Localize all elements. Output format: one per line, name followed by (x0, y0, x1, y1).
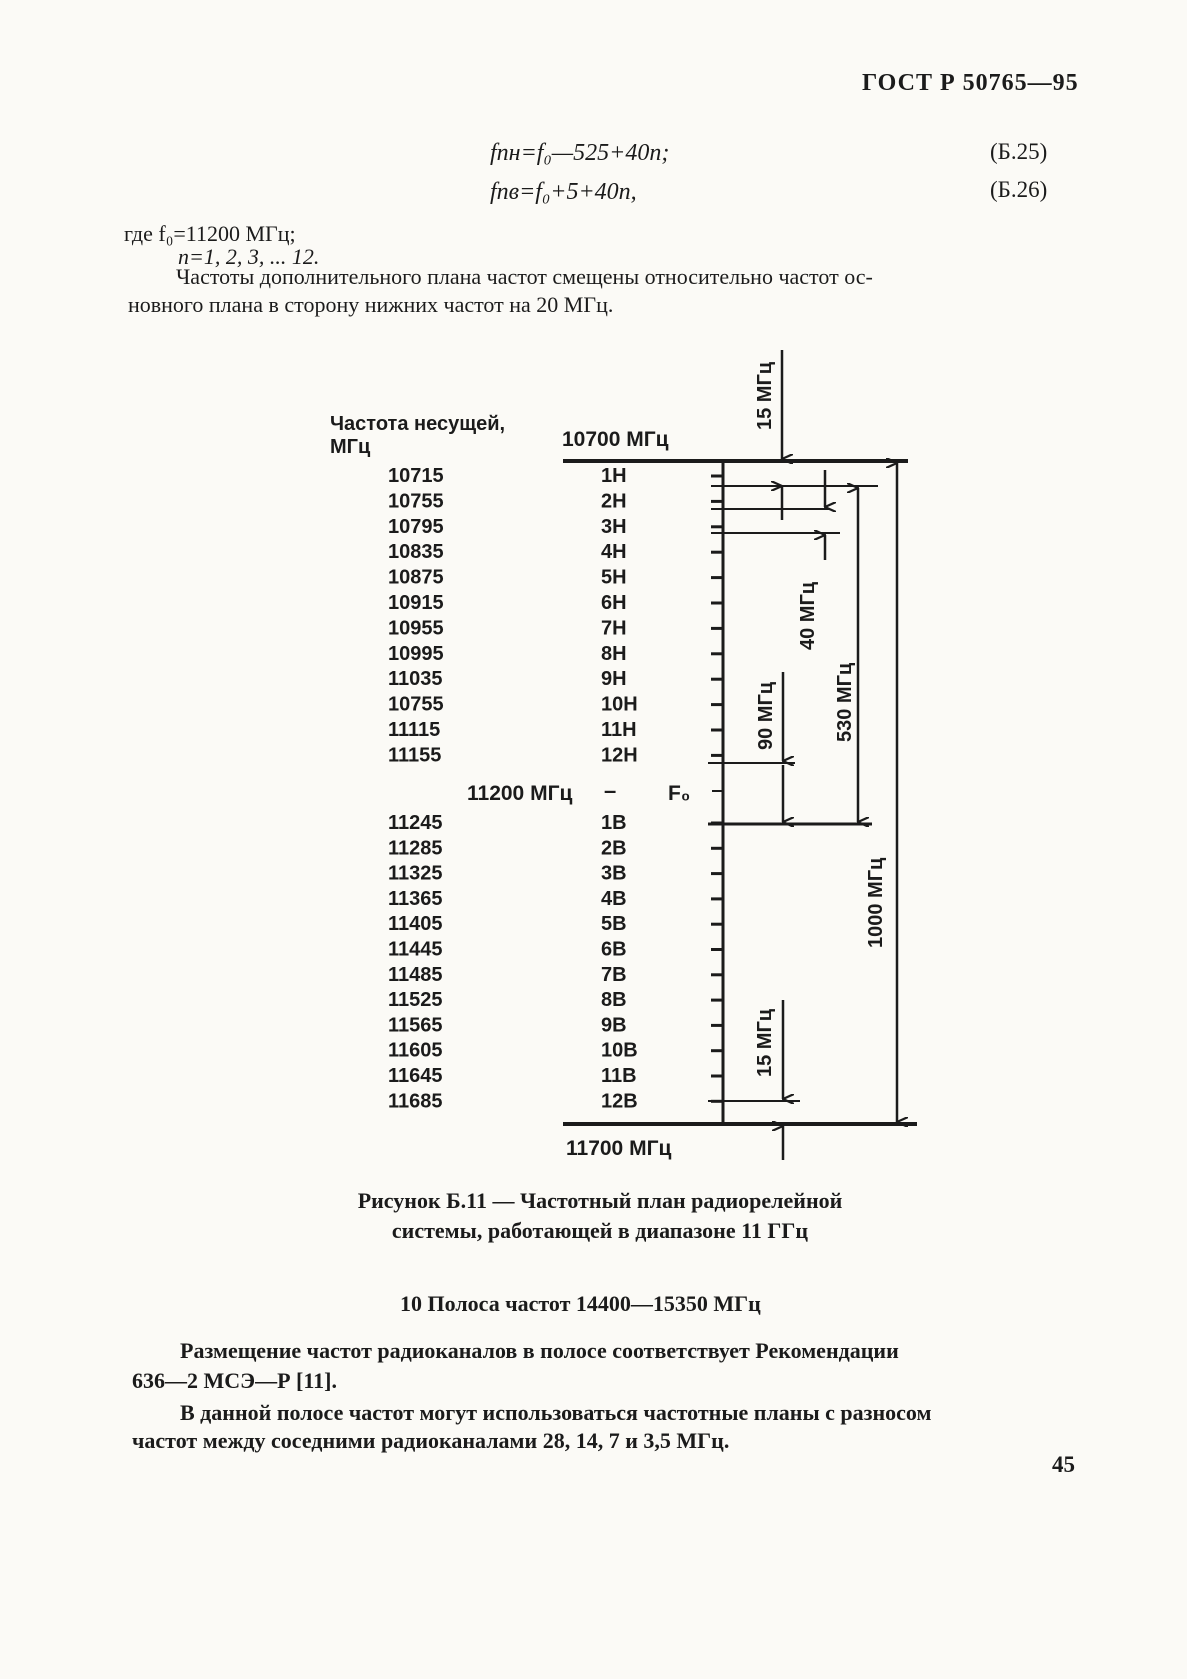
lower-channel-freq: 11155 (388, 744, 442, 767)
body-p1-line1: Размещение частот радиоканалов в полосе соответствует Рекомендации (180, 1338, 899, 1363)
dim-half-band: 530 МГц (834, 662, 856, 742)
lower-channel-name: 9Н (601, 668, 627, 691)
upper-channel-name: 9В (601, 1014, 627, 1037)
lower-channel-name: 7Н (601, 617, 627, 640)
upper-channel-freq: 11445 (388, 938, 443, 961)
intro-line-1: Частоты дополнительного плана частот смещены относительно частот ос- (176, 264, 873, 289)
dim-spacing: 40 МГц (797, 581, 819, 650)
lower-channel-freq: 10915 (388, 592, 444, 614)
section-title: 10 Полоса частот 14400—15350 МГц (400, 1291, 761, 1316)
upper-channel-name: 2В (601, 837, 627, 860)
lower-channel-freq: 10755 (388, 693, 444, 716)
lower-channel-freq: 10875 (388, 566, 444, 589)
center-freq-label: 11200 МГц (467, 782, 573, 805)
dim-top-guard: 15 МГц (754, 361, 776, 430)
lower-channel-name: 1Н (601, 465, 627, 487)
dim-center-gap: 90 МГц (755, 681, 777, 750)
upper-channel-freq: 11685 (388, 1090, 443, 1113)
lower-channel-freq: 10835 (388, 541, 444, 564)
lower-channel-name: 4Н (601, 541, 627, 564)
upper-channel-freq: 11285 (388, 837, 443, 860)
where-f0: где f₀=11200 МГц; (124, 221, 296, 246)
upper-channel-name: 11В (601, 1065, 637, 1087)
column-header-line1: Частота несущей, (330, 413, 506, 435)
dim-bottom-guard: 15 МГц (754, 1008, 776, 1077)
upper-channel-name: 3В (601, 862, 627, 885)
formula-b26: fпв=f₀+5+40n, (490, 179, 637, 205)
upper-channel-freq: 11365 (388, 887, 443, 910)
upper-channel-name: 4В (601, 887, 627, 910)
lower-channel-freq: 10995 (388, 642, 444, 665)
upper-channel-freq: 11605 (388, 1039, 443, 1062)
column-header-line2: МГц (330, 436, 371, 458)
lower-channel-name: 2Н (601, 490, 627, 513)
top-edge-label: 10700 МГц (562, 428, 669, 451)
lower-channel-name: 5Н (601, 566, 627, 589)
upper-channel-freq: 11565 (388, 1014, 443, 1037)
upper-channel-freq: 11325 (388, 862, 443, 885)
upper-channel-freq: 11405 (388, 913, 443, 936)
upper-channel-name: 6В (601, 938, 627, 961)
lower-channel-list (388, 465, 723, 766)
body-p2-line1: В данной полосе частот могут использоваться частотные планы с разносом (180, 1400, 932, 1425)
where-n: n=1, 2, 3, ... 12. (178, 244, 320, 269)
body-p2-line2: частот между соседними радиоканалами 28, 14, 7 и 3,5 МГц. (132, 1428, 730, 1453)
formula-b26-ref: (Б.26) (990, 177, 1048, 202)
center-dash: – (604, 778, 617, 803)
lower-channel-freq: 11035 (388, 668, 443, 691)
lower-channel-freq: 10795 (388, 515, 444, 538)
upper-channel-freq: 11645 (388, 1065, 443, 1087)
upper-channel-name: 7В (601, 963, 627, 986)
formula-b25: fпн=f₀—525+40n; (490, 140, 670, 166)
lower-channel-name: 11Н (601, 719, 637, 741)
upper-channel-name: 8В (601, 989, 627, 1012)
upper-channel-freq: 11245 (388, 812, 443, 834)
upper-channel-freq: 11525 (388, 989, 443, 1012)
lower-channel-name: 10Н (601, 693, 638, 716)
dim-full-band: 1000 МГц (865, 857, 887, 948)
lower-channel-name: 12Н (601, 744, 638, 767)
upper-channel-name: 12В (601, 1090, 638, 1113)
upper-channel-name: 1В (601, 812, 627, 834)
lower-channel-name: 8Н (601, 642, 627, 665)
lower-channel-freq: 10955 (388, 617, 444, 640)
intro-line-2: новного плана в сторону нижних частот на 20 МГц. (128, 292, 614, 317)
center-symbol-f0: F₀ (668, 782, 691, 805)
upper-channel-name: 5В (601, 913, 627, 936)
figure-caption (290, 1186, 910, 1246)
lower-channel-name: 6Н (601, 592, 627, 614)
lower-channel-name: 3Н (601, 515, 627, 538)
caption-line-1: Рисунок Б.11 — Частотный план радиорелейной (357, 1188, 843, 1213)
document-header: ГОСТ Р 50765—95 (862, 70, 1079, 96)
bottom-edge-label: 11700 МГц (566, 1137, 672, 1160)
lower-channel-freq: 10755 (388, 490, 444, 513)
upper-channel-name: 10В (601, 1039, 638, 1062)
lower-channel-freq: 11115 (388, 719, 441, 741)
lower-channel-freq: 10715 (388, 465, 444, 487)
upper-channel-freq: 11485 (388, 963, 443, 986)
body-p1-line2: 636—2 МСЭ—Р [11]. (132, 1368, 337, 1393)
page-number: 45 (1052, 1452, 1075, 1477)
formula-b25-ref: (Б.25) (990, 139, 1048, 164)
upper-channel-list (388, 812, 723, 1112)
caption-line-2: системы, работающей в диапазоне 11 ГГц (391, 1218, 809, 1243)
